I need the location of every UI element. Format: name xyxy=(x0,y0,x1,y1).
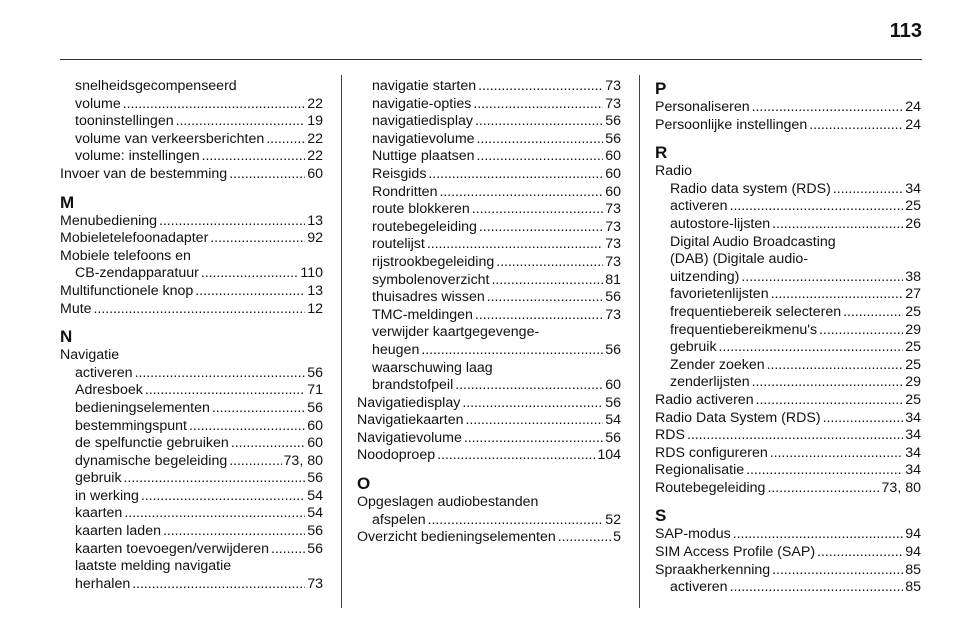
entry-term: activeren xyxy=(670,579,728,596)
entry-term: Digital Audio Broadcasting xyxy=(670,233,836,250)
index-column-1 xyxy=(60,78,323,593)
index-subentry xyxy=(655,269,921,287)
entry-term: Invoer van de bestemming xyxy=(60,165,228,182)
dot-leader xyxy=(464,430,603,448)
page-number: 113 xyxy=(889,20,922,42)
entry-term: Nuttige plaatsen xyxy=(372,148,475,165)
index-entry xyxy=(357,447,621,465)
entry-term: CB-zendapparatuur xyxy=(75,265,199,282)
entry-term: frequentiebereikmenu's xyxy=(670,321,818,338)
entry-term: Navigatie xyxy=(60,347,120,364)
page-reference: 73 xyxy=(605,201,621,218)
page-reference: 34 xyxy=(905,444,921,461)
page-reference: 104 xyxy=(597,447,621,464)
index-subentry xyxy=(655,234,921,252)
section-letter: P xyxy=(655,79,667,98)
index-subentry xyxy=(655,357,921,375)
index-subentry xyxy=(60,453,323,471)
entry-term: (DAB) (Digitale audio- xyxy=(670,251,808,268)
index-subentry xyxy=(357,184,621,202)
entry-term: in werking xyxy=(75,487,139,504)
index-subentry xyxy=(357,289,621,307)
page-reference: 29 xyxy=(905,374,921,391)
entry-term: Radio data system (RDS) xyxy=(670,180,831,197)
index-entry xyxy=(655,99,921,117)
entry-term: Personaliseren xyxy=(655,99,750,115)
page-reference: 60 xyxy=(307,435,323,452)
dot-leader xyxy=(752,374,904,392)
dot-leader xyxy=(428,166,603,184)
entry-term: Spraakherkenning xyxy=(655,561,771,578)
dot-leader xyxy=(163,523,305,541)
dot-leader xyxy=(492,272,604,290)
dot-leader xyxy=(770,445,903,463)
page-reference: 73, 80 xyxy=(881,479,921,496)
page-reference: 27 xyxy=(905,286,921,303)
index-subentry xyxy=(357,219,621,237)
index-subentry xyxy=(357,131,621,149)
index-subentry xyxy=(357,78,621,96)
index-subentry xyxy=(60,382,323,400)
dot-leader xyxy=(141,488,305,506)
index-entry xyxy=(60,283,323,301)
dot-leader xyxy=(266,131,305,149)
entry-term: navigatievolume xyxy=(372,130,475,147)
dot-leader xyxy=(833,181,903,199)
dot-leader xyxy=(473,96,603,114)
index-subentry xyxy=(60,400,323,418)
page-reference: 56 xyxy=(605,130,621,147)
index-entry xyxy=(655,526,921,544)
index-subentry xyxy=(655,251,921,269)
entry-term: brandstofpeil xyxy=(372,377,454,394)
entry-term: thuisadres wissen xyxy=(372,289,485,306)
dot-leader xyxy=(730,579,904,597)
dot-leader xyxy=(479,219,603,237)
entry-term: Routebegeleiding xyxy=(655,479,766,496)
dot-leader xyxy=(809,117,903,135)
index-subentry xyxy=(60,365,323,383)
dot-leader xyxy=(212,400,305,418)
page-reference: 56 xyxy=(307,470,323,487)
entry-term: SAP-modus xyxy=(655,526,731,543)
entry-term: volume: instellingen xyxy=(75,148,200,165)
page-reference: 5 xyxy=(613,529,621,546)
entry-term: rijstrookbegeleiding xyxy=(372,253,495,270)
index-subentry xyxy=(357,272,621,290)
entry-term: herhalen xyxy=(75,575,131,592)
dot-leader xyxy=(229,166,305,184)
dot-leader xyxy=(477,148,604,166)
index-subentry xyxy=(60,148,323,166)
index-entry xyxy=(357,395,621,413)
index-subentry xyxy=(60,558,323,576)
section-letter: N xyxy=(60,327,73,347)
index-entry xyxy=(357,529,621,547)
dot-leader xyxy=(202,148,306,166)
index-entry xyxy=(60,213,323,231)
index-subentry xyxy=(655,198,921,216)
entry-term: activeren xyxy=(670,198,728,215)
page-reference: 26 xyxy=(905,215,921,232)
page-reference: 73 xyxy=(605,306,621,323)
entry-term: kaarten laden xyxy=(75,523,161,540)
index-column-2 xyxy=(357,78,621,547)
page-reference: 34 xyxy=(905,462,921,479)
page-reference: 94 xyxy=(905,526,921,543)
page-reference: 54 xyxy=(605,412,621,429)
index-subentry xyxy=(655,579,921,597)
entry-term: Radio xyxy=(655,163,693,180)
index-subentry xyxy=(655,374,921,392)
index-column-3 xyxy=(655,78,921,597)
entry-term: route blokkeren xyxy=(372,201,470,218)
entry-term: symbolenoverzicht xyxy=(372,271,490,288)
section-letter: M xyxy=(60,192,75,212)
page-reference: 13 xyxy=(307,282,323,299)
entry-term: Adresboek xyxy=(75,382,143,399)
index-subentry xyxy=(357,342,621,360)
entry-term: kaarten toevoegen/verwijderen xyxy=(75,540,270,557)
index-entry xyxy=(60,347,323,365)
index-subentry xyxy=(357,512,621,530)
dot-leader xyxy=(271,541,305,559)
index-entry xyxy=(357,412,621,430)
dot-leader xyxy=(145,382,305,400)
dot-leader xyxy=(772,562,903,580)
entry-term: dynamische begeleiding xyxy=(75,452,228,469)
dot-leader xyxy=(439,184,603,202)
index-subentry xyxy=(60,96,323,114)
dot-leader xyxy=(124,505,305,523)
page-reference: 71 xyxy=(307,382,323,399)
dot-leader xyxy=(767,480,879,498)
dot-leader xyxy=(756,392,904,410)
entry-term: Reisgids xyxy=(372,165,427,182)
entry-term: navigatie starten xyxy=(372,78,477,94)
entry-term: Rondritten xyxy=(372,183,438,200)
page-reference: 52 xyxy=(605,511,621,528)
page-reference: 60 xyxy=(605,183,621,200)
page-reference: 56 xyxy=(605,341,621,358)
index-entry xyxy=(357,494,621,512)
page-reference: 56 xyxy=(605,113,621,130)
page-reference: 73 xyxy=(605,95,621,112)
index-entry xyxy=(60,248,323,266)
page-reference: 85 xyxy=(905,579,921,596)
index-subentry xyxy=(60,418,323,436)
index-subentry xyxy=(357,148,621,166)
index-entry xyxy=(655,117,921,135)
entry-term: de spelfunctie gebruiken xyxy=(75,435,229,452)
column-divider xyxy=(341,75,342,608)
index-subentry xyxy=(357,166,621,184)
entry-term: Navigatiekaarten xyxy=(357,412,464,429)
entry-term: waarschuwing laag xyxy=(372,359,493,376)
dot-leader xyxy=(201,265,299,283)
entry-term: SIM Access Profile (SAP) xyxy=(655,544,816,561)
index-subentry xyxy=(60,131,323,149)
page-reference: 73 xyxy=(605,236,621,253)
dot-leader xyxy=(195,283,305,301)
dot-leader xyxy=(477,131,604,149)
index-subentry xyxy=(655,339,921,357)
dot-leader xyxy=(475,113,603,131)
entry-term: Navigatievolume xyxy=(357,429,462,446)
page-reference: 25 xyxy=(905,198,921,215)
page-reference: 56 xyxy=(307,364,323,381)
dot-leader xyxy=(462,395,603,413)
entry-term: tooninstellingen xyxy=(75,113,174,130)
page-reference: 73 xyxy=(605,78,621,94)
page-reference: 34 xyxy=(905,427,921,444)
entry-term: navigatie-opties xyxy=(372,95,472,112)
page-reference: 60 xyxy=(307,165,323,182)
index-subentry xyxy=(357,201,621,219)
entry-term: routebegeleiding xyxy=(372,218,477,235)
index-subentry xyxy=(60,505,323,523)
entry-term: Mute xyxy=(60,300,92,317)
entry-term: activeren xyxy=(75,364,133,381)
dot-leader xyxy=(687,427,903,445)
entry-term: afspelen xyxy=(372,511,426,528)
dot-leader xyxy=(421,342,603,360)
section-letter: R xyxy=(655,143,668,163)
index-subentry xyxy=(60,470,323,488)
page-reference: 38 xyxy=(905,268,921,285)
page-reference: 54 xyxy=(307,487,323,504)
page-reference: 73 xyxy=(307,575,323,592)
entry-term: Navigatiedisplay xyxy=(357,394,461,411)
dot-leader xyxy=(487,289,603,307)
index-entry xyxy=(655,163,921,181)
entry-term: Mobiele telefoons en xyxy=(60,247,191,264)
dot-leader xyxy=(159,213,305,231)
entry-term: laatste melding navigatie xyxy=(75,558,232,575)
dot-leader xyxy=(823,410,904,428)
entry-term: bestemmingspunt xyxy=(75,417,187,434)
index-subentry xyxy=(655,216,921,234)
dot-leader xyxy=(176,113,306,131)
dot-leader xyxy=(752,99,904,117)
dot-leader xyxy=(135,365,306,383)
entry-term: Overzicht bedieningselementen xyxy=(357,529,556,546)
index-entry xyxy=(357,430,621,448)
entry-term: RDS configureren xyxy=(655,444,768,461)
page-reference: 25 xyxy=(905,339,921,356)
page-reference: 73, 80 xyxy=(283,452,323,469)
page-reference: 56 xyxy=(605,429,621,446)
index-subentry xyxy=(655,181,921,199)
page-reference: 34 xyxy=(905,180,921,197)
page-reference: 73 xyxy=(605,218,621,235)
index-subentry xyxy=(357,254,621,272)
dot-leader xyxy=(465,412,603,430)
dot-leader xyxy=(455,377,603,395)
entry-term: Menubediening xyxy=(60,212,158,229)
index-entry xyxy=(655,427,921,445)
page-reference: 73 xyxy=(605,253,621,270)
entry-term: Regionalisatie xyxy=(655,462,745,479)
dot-leader xyxy=(772,216,903,234)
entry-term: verwijder kaartgegevenge- xyxy=(372,324,540,341)
index-subentry xyxy=(357,236,621,254)
dot-leader xyxy=(478,78,603,96)
index-entry xyxy=(655,562,921,580)
index-subentry xyxy=(60,265,323,283)
dot-leader xyxy=(210,230,305,248)
page-reference: 56 xyxy=(605,394,621,411)
index-subentry xyxy=(655,304,921,322)
entry-term: Mobieletelefoonadapter xyxy=(60,230,209,247)
entry-term: routelijst xyxy=(372,236,425,253)
page-reference: 60 xyxy=(605,148,621,165)
index-subentry xyxy=(60,488,323,506)
dot-leader xyxy=(94,301,306,319)
index-entry xyxy=(655,480,921,498)
page-reference: 25 xyxy=(905,391,921,408)
page-reference: 60 xyxy=(605,377,621,394)
index-subentry xyxy=(655,322,921,340)
dot-leader xyxy=(427,236,603,254)
dot-leader xyxy=(189,418,305,436)
dot-leader xyxy=(817,544,903,562)
page-reference: 24 xyxy=(905,99,921,115)
entry-term: Noodoproep xyxy=(357,447,436,464)
entry-term: volume van verkeersberichten xyxy=(75,130,265,147)
entry-term: RDS xyxy=(655,427,685,444)
page-reference: 110 xyxy=(300,265,323,282)
column-divider xyxy=(639,75,640,608)
dot-leader xyxy=(229,453,281,471)
page-reference: 24 xyxy=(905,116,921,133)
entry-term: gebruik xyxy=(75,470,122,487)
index-subentry xyxy=(357,324,621,342)
entry-term: bedieningselementen xyxy=(75,399,210,416)
entry-term: volume xyxy=(75,95,121,112)
page-reference: 56 xyxy=(605,289,621,306)
entry-term: Radio activeren xyxy=(655,391,754,408)
entry-term: kaarten xyxy=(75,505,123,522)
index-entry xyxy=(60,230,323,248)
index-subentry xyxy=(60,78,323,96)
index-entry xyxy=(60,301,323,319)
dot-leader xyxy=(746,462,903,480)
page-reference: 94 xyxy=(905,544,921,561)
page-reference: 22 xyxy=(307,130,323,147)
dot-leader xyxy=(730,198,904,216)
page-reference: 81 xyxy=(605,271,621,288)
index-subentry xyxy=(357,377,621,395)
page-reference: 60 xyxy=(605,165,621,182)
dot-leader xyxy=(771,286,904,304)
dot-leader xyxy=(437,447,595,465)
entry-term: TMC-meldingen xyxy=(372,306,473,323)
entry-term: Persoonlijke instellingen xyxy=(655,116,808,133)
index-subentry xyxy=(357,96,621,114)
page-reference: 25 xyxy=(905,356,921,373)
entry-term: heugen xyxy=(372,341,420,358)
page-reference: 56 xyxy=(307,399,323,416)
page-reference: 12 xyxy=(307,300,323,317)
entry-term: Multifunctionele knop xyxy=(60,282,194,299)
page-reference: 56 xyxy=(307,540,323,557)
dot-leader xyxy=(132,576,305,594)
page-reference: 56 xyxy=(307,523,323,540)
dot-leader xyxy=(741,269,903,287)
page-reference: 92 xyxy=(307,230,323,247)
dot-leader xyxy=(496,254,603,272)
page-reference: 29 xyxy=(905,321,921,338)
entry-term: Opgeslagen audiobestanden xyxy=(357,494,539,511)
index-subentry xyxy=(357,113,621,131)
entry-term: favorietenlijsten xyxy=(670,286,769,303)
entry-term: uitzending) xyxy=(670,268,740,285)
dot-leader xyxy=(733,526,904,544)
index-subentry xyxy=(357,360,621,378)
dot-leader xyxy=(124,470,306,488)
index-entry xyxy=(655,392,921,410)
entry-term: Radio Data System (RDS) xyxy=(655,409,821,426)
dot-leader xyxy=(475,307,603,325)
dot-leader xyxy=(472,201,603,219)
dot-leader xyxy=(819,322,903,340)
dot-leader xyxy=(843,304,903,322)
index-subentry xyxy=(357,307,621,325)
dot-leader xyxy=(558,529,611,547)
page-reference: 54 xyxy=(307,505,323,522)
dot-leader xyxy=(767,357,904,375)
dot-leader xyxy=(428,512,604,530)
header-rule xyxy=(60,59,922,60)
index-entry xyxy=(60,166,323,184)
page-reference: 60 xyxy=(307,417,323,434)
index-entry xyxy=(655,544,921,562)
page-reference: 25 xyxy=(905,303,921,320)
page-reference: 85 xyxy=(905,561,921,578)
page-reference: 13 xyxy=(307,212,323,229)
entry-term: zenderlijsten xyxy=(670,374,750,391)
entry-term: snelheidsgecompenseerd xyxy=(75,78,237,94)
index-subentry xyxy=(655,286,921,304)
dot-leader xyxy=(231,435,305,453)
page-reference: 22 xyxy=(307,95,323,112)
entry-term: Zender zoeken xyxy=(670,356,765,373)
page-reference: 22 xyxy=(307,148,323,165)
index-subentry xyxy=(60,113,323,131)
index-entry xyxy=(655,410,921,428)
index-subentry xyxy=(60,576,323,594)
entry-term: autostore-lijsten xyxy=(670,215,771,232)
index-subentry xyxy=(60,435,323,453)
page-reference: 34 xyxy=(905,409,921,426)
dot-leader xyxy=(719,339,904,357)
dot-leader xyxy=(123,96,305,114)
section-letter: O xyxy=(357,474,371,494)
index-subentry xyxy=(60,541,323,559)
index-entry xyxy=(655,462,921,480)
page-reference: 19 xyxy=(307,113,323,130)
entry-term: navigatiedisplay xyxy=(372,113,473,130)
entry-term: frequentiebereik selecteren xyxy=(670,303,842,320)
index-entry xyxy=(655,445,921,463)
section-letter: S xyxy=(655,506,667,526)
entry-term: gebruik xyxy=(670,339,717,356)
index-subentry xyxy=(60,523,323,541)
